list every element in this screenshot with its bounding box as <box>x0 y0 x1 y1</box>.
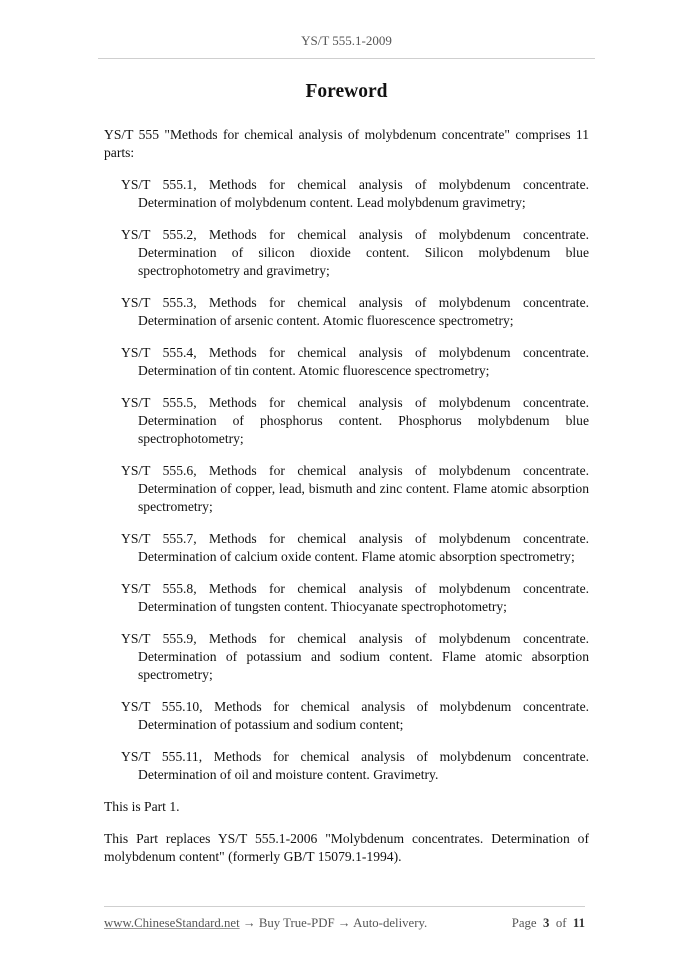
intro-paragraph: YS/T 555 "Methods for chemical analysis of molybdenum concentrate" comprises 11 parts: <box>104 127 589 160</box>
replace-note: This Part replaces YS/T 555.1-2006 "Molybdenum concentrates. Determination of molybdenum content" (formerly GB/T 15079.1-1994). <box>104 831 589 864</box>
list-item: YS/T 555.1, Methods for chemical analysis of molybdenum concentrate. Determination of molybdenum content. Lead molybdenum gravimetry; <box>121 177 589 210</box>
page-number: 3 <box>543 916 550 930</box>
footer-promo <box>104 916 427 931</box>
header-divider <box>98 58 595 59</box>
list-item: YS/T 555.8, Methods for chemical analysis of molybdenum concentrate. Determination of tungsten content. Thiocyanate spectrophotometry; <box>121 581 589 614</box>
list-item: YS/T 555.10, Methods for chemical analysis of molybdenum concentrate. Determination of potassium and sodium content; <box>121 699 589 732</box>
part-note: This is Part 1. <box>104 799 180 814</box>
footer-tagline: → Buy True-PDF → Auto-delivery. <box>239 916 428 930</box>
page-total: 11 <box>572 916 585 930</box>
list-item: YS/T 555.4, Methods for chemical analysis of molybdenum concentrate. Determination of tin content. Atomic fluorescence spectrometry; <box>121 345 589 378</box>
list-item: YS/T 555.5, Methods for chemical analysis of molybdenum concentrate. Determination of phosphorus content. Phosphorus molybdenum blue spectrophotometry; <box>121 395 589 446</box>
page-title: Foreword <box>305 81 388 102</box>
list-item: YS/T 555.6, Methods for chemical analysis of molybdenum concentrate. Determination of copper, lead, bismuth and zinc content. Flame atomic absorption spectrometry; <box>121 463 589 514</box>
of-label: of <box>555 916 567 930</box>
page-label: Page <box>511 916 537 930</box>
list-item: YS/T 555.3, Methods for chemical analysis of molybdenum concentrate. Determination of arsenic content. Atomic fluorescence spectrometry; <box>121 295 589 328</box>
list-item: YS/T 555.7, Methods for chemical analysis of molybdenum concentrate. Determination of calcium oxide content. Flame atomic absorption spectrometry; <box>121 531 589 564</box>
list-item: YS/T 555.9, Methods for chemical analysis of molybdenum concentrate. Determination of potassium and sodium content. Flame atomic absorption spectrometry; <box>121 631 589 682</box>
page-footer <box>104 916 585 931</box>
footer-divider <box>104 906 585 907</box>
document-body <box>104 126 589 880</box>
page-indicator <box>512 916 585 931</box>
parts-list <box>104 176 589 784</box>
site-link[interactable]: www.ChineseStandard.net <box>104 916 240 930</box>
running-header: YS/T 555.1-2009 <box>301 33 392 48</box>
list-item: YS/T 555.2, Methods for chemical analysis of molybdenum concentrate. Determination of silicon dioxide content. Silicon molybdenum blue spectrophotometry and gravimetry; <box>121 227 589 278</box>
list-item: YS/T 555.11, Methods for chemical analysis of molybdenum concentrate. Determination of oil and moisture content. Gravimetry. <box>121 749 589 782</box>
